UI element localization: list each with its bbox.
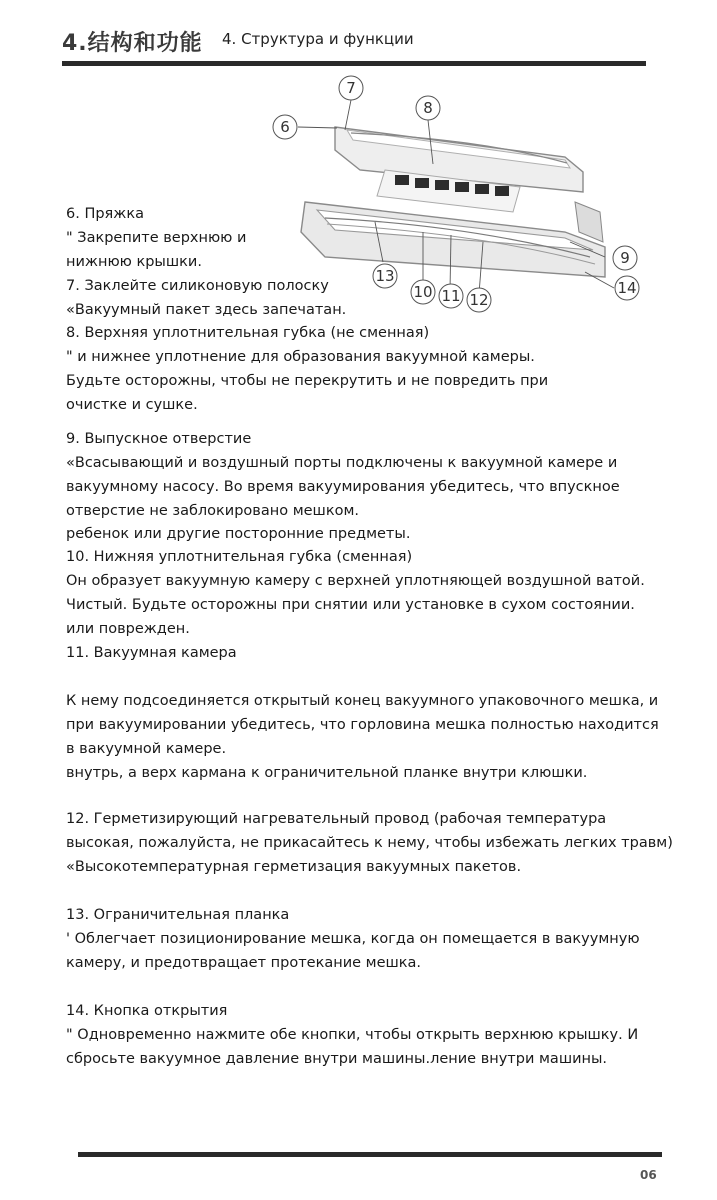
item-8-text: Будьте осторожны, чтобы не перекрутить и не повредить при <box>66 373 549 389</box>
item-11-text: К нему подсоединяется открытый конец вакуумного упаковочного мешка, и <box>66 693 659 709</box>
item-12-title: 12. Герметизирующий нагревательный провод (рабочая температура <box>66 811 607 827</box>
item-14-text: сбросьте вакуумное давление внутри машины.ление внутри машины. <box>66 1051 608 1067</box>
item-8-text: очистке и сушке. <box>66 397 198 413</box>
item-6-text: нижнюю крышки. <box>66 254 202 270</box>
svg-text:12: 12 <box>469 291 489 309</box>
callout-14 <box>615 276 639 300</box>
item-11-title: 11. Вакуумная камера <box>66 645 237 661</box>
item-10-text: Он образует вакуумную камеру с верхней уплотняющей воздушной ватой. <box>66 573 645 589</box>
callout-10 <box>411 280 435 304</box>
item-9-text: «Всасывающий и воздушный порты подключены к вакуумной камере и <box>66 455 618 471</box>
item-11-text: при вакуумировании убедитесь, что горловина мешка полностью находится <box>66 717 659 733</box>
item-13-title: 13. Ограничительная планка <box>66 907 290 923</box>
section-title-russian: 4. Структура и функции <box>222 30 414 48</box>
svg-text:11: 11 <box>441 287 461 305</box>
item-8-text: " и нижнее уплотнение для образования вакуумной камеры. <box>66 349 535 365</box>
item-13-text: ' Облегчает позиционирование мешка, когда он помещается в вакуумную <box>66 931 640 947</box>
callout-7 <box>339 76 363 100</box>
panel-button <box>415 178 429 188</box>
panel-button <box>435 180 449 190</box>
item-7-text: «Вакуумный пакет здесь запечатан. <box>66 302 347 318</box>
item-12-text: высокая, пожалуйста, не прикасайтесь к нему, чтобы избежать легких травм) <box>66 835 673 851</box>
section-title-chinese: 4.结构和功能 <box>62 31 203 56</box>
item-12-text: «Высокотемпературная герметизация вакуумных пакетов. <box>66 859 522 875</box>
panel-button <box>395 175 409 185</box>
item-10-text: Чистый. Будьте осторожны при снятии или установке в сухом состоянии. <box>66 597 635 613</box>
item-9-text: отверстие не заблокировано мешком. <box>66 503 360 519</box>
item-13-text: камеру, и предотвращает протекание мешка. <box>66 955 422 971</box>
callout-9 <box>613 246 637 270</box>
svg-text:6: 6 <box>280 118 290 136</box>
item-8-title: 8. Верхняя уплотнительная губка (не сменная) <box>66 325 430 341</box>
footer-divider <box>78 1152 662 1157</box>
header-divider <box>62 61 646 66</box>
callout-8 <box>416 96 440 120</box>
callout-13 <box>373 264 397 288</box>
item-6-text: " Закрепите верхнюю и <box>66 230 247 246</box>
item-7-title: 7. Заклейте силиконовую полоску <box>66 278 329 294</box>
item-11-text: в вакуумной камере. <box>66 741 227 757</box>
svg-text:9: 9 <box>620 249 630 267</box>
panel-button <box>475 184 489 194</box>
item-6-title: 6. Пряжка <box>66 206 144 222</box>
page-number: 06 <box>640 1168 657 1182</box>
callout-11 <box>439 284 463 308</box>
sealer-base <box>301 202 605 277</box>
callout-6 <box>273 115 297 139</box>
item-9-title: 9. Выпускное отверстие <box>66 431 252 447</box>
item-10-title: 10. Нижняя уплотнительная губка (сменная) <box>66 549 413 565</box>
item-14-title: 14. Кнопка открытия <box>66 1003 228 1019</box>
item-9-text: ребенок или другие посторонние предметы. <box>66 526 411 542</box>
svg-text:10: 10 <box>413 283 433 301</box>
item-10-text: или поврежден. <box>66 621 190 637</box>
svg-text:14: 14 <box>617 279 637 297</box>
svg-text:8: 8 <box>423 99 433 117</box>
item-14-text: " Одновременно нажмите обе кнопки, чтобы открыть верхнюю крышку. И <box>66 1027 639 1043</box>
item-9-text: вакуумному насосу. Во время вакуумирования убедитесь, что впускное <box>66 479 620 495</box>
svg-text:7: 7 <box>346 79 356 97</box>
callout-12 <box>467 288 491 312</box>
svg-text:13: 13 <box>375 267 395 285</box>
panel-button <box>455 182 469 192</box>
item-11-text: внутрь, а верх кармана к ограничительной планке внутри клюшки. <box>66 765 588 781</box>
panel-button <box>495 186 509 196</box>
